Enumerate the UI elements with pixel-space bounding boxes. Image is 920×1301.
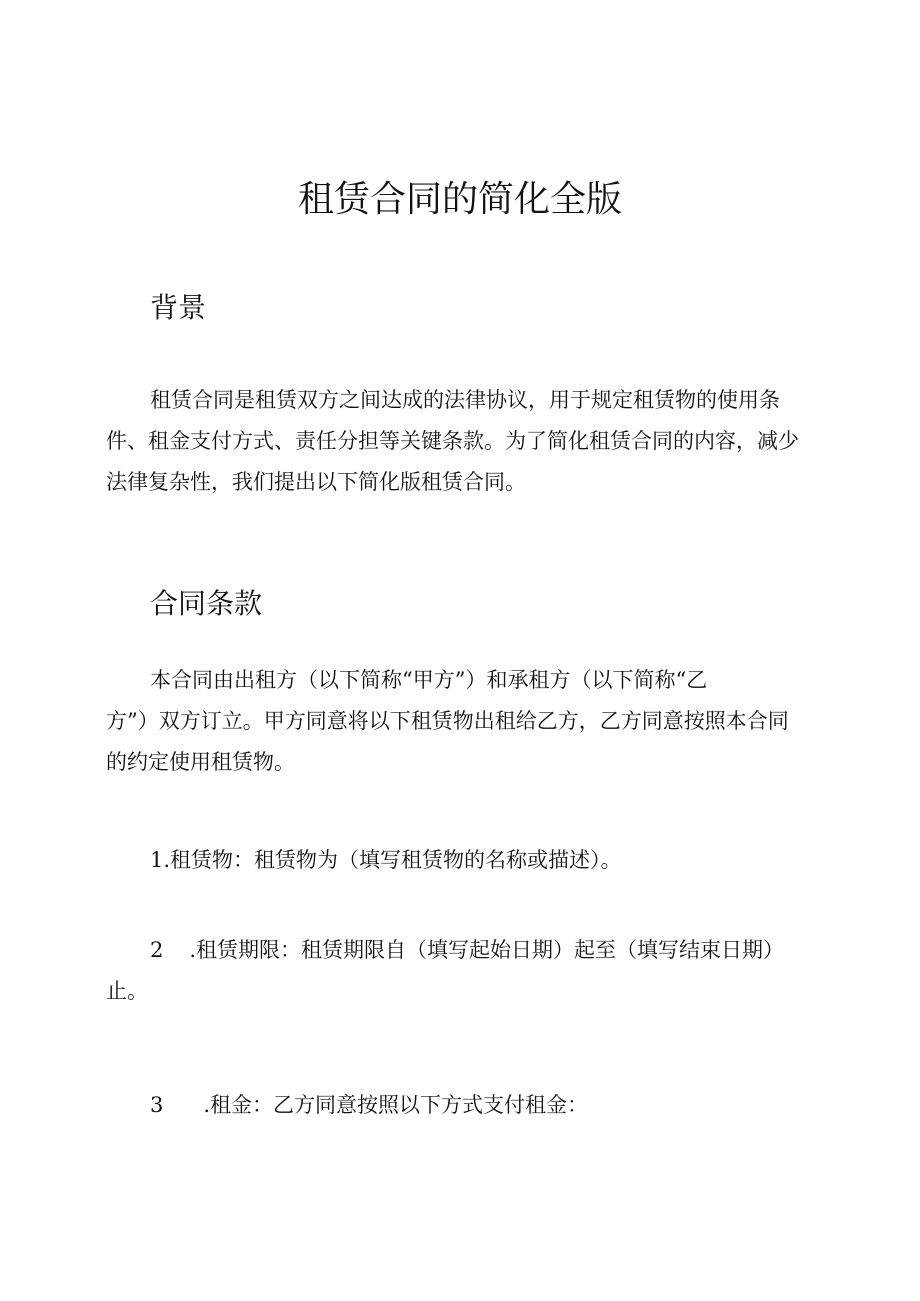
item-line: 止。 <box>106 979 148 1003</box>
item-number: 1. <box>150 848 171 872</box>
paragraph-line: 法律复杂性，我们提出以下简化版租赁合同。 <box>106 470 526 494</box>
item-line <box>106 840 826 881</box>
item-number: 2 <box>150 938 164 962</box>
item-line <box>106 930 826 971</box>
item-text: .租赁期限：租赁期限自（填写起始日期）起至（填写结束日期） <box>189 938 785 962</box>
item-number: 3 <box>150 1093 164 1117</box>
item-text: 租赁物：租赁物为（填写租赁物的名称或描述）。 <box>170 848 622 872</box>
term-item-1 <box>106 840 826 881</box>
paragraph-line: 件、租金支付方式、责任分担等关键条款。为了简化租赁合同的内容，减少 <box>106 429 799 453</box>
paragraph-line: 方”）双方订立。甲方同意将以下租赁物出租给乙方，乙方同意按照本合同 <box>106 709 789 733</box>
paragraph-line: 的约定使用租赁物。 <box>106 750 295 774</box>
paragraph-line: 租赁合同是租赁双方之间达成的法律协议，用于规定租赁物的使用条 <box>150 388 780 412</box>
item-text: .租金：乙方同意按照以下方式支付租金： <box>203 1093 589 1117</box>
terms-paragraph <box>106 660 826 783</box>
background-paragraph <box>106 380 826 503</box>
term-item-2 <box>106 930 826 1012</box>
item-line <box>106 1085 826 1126</box>
section-heading-background: 背景 <box>150 291 207 324</box>
document-title: 租赁合同的简化全版 <box>297 179 622 220</box>
paragraph-line: 本合同由出租方（以下简称“甲方”）和承租方（以下简称“乙 <box>150 668 708 692</box>
section-heading-terms: 合同条款 <box>150 587 263 620</box>
term-item-3 <box>106 1085 826 1126</box>
